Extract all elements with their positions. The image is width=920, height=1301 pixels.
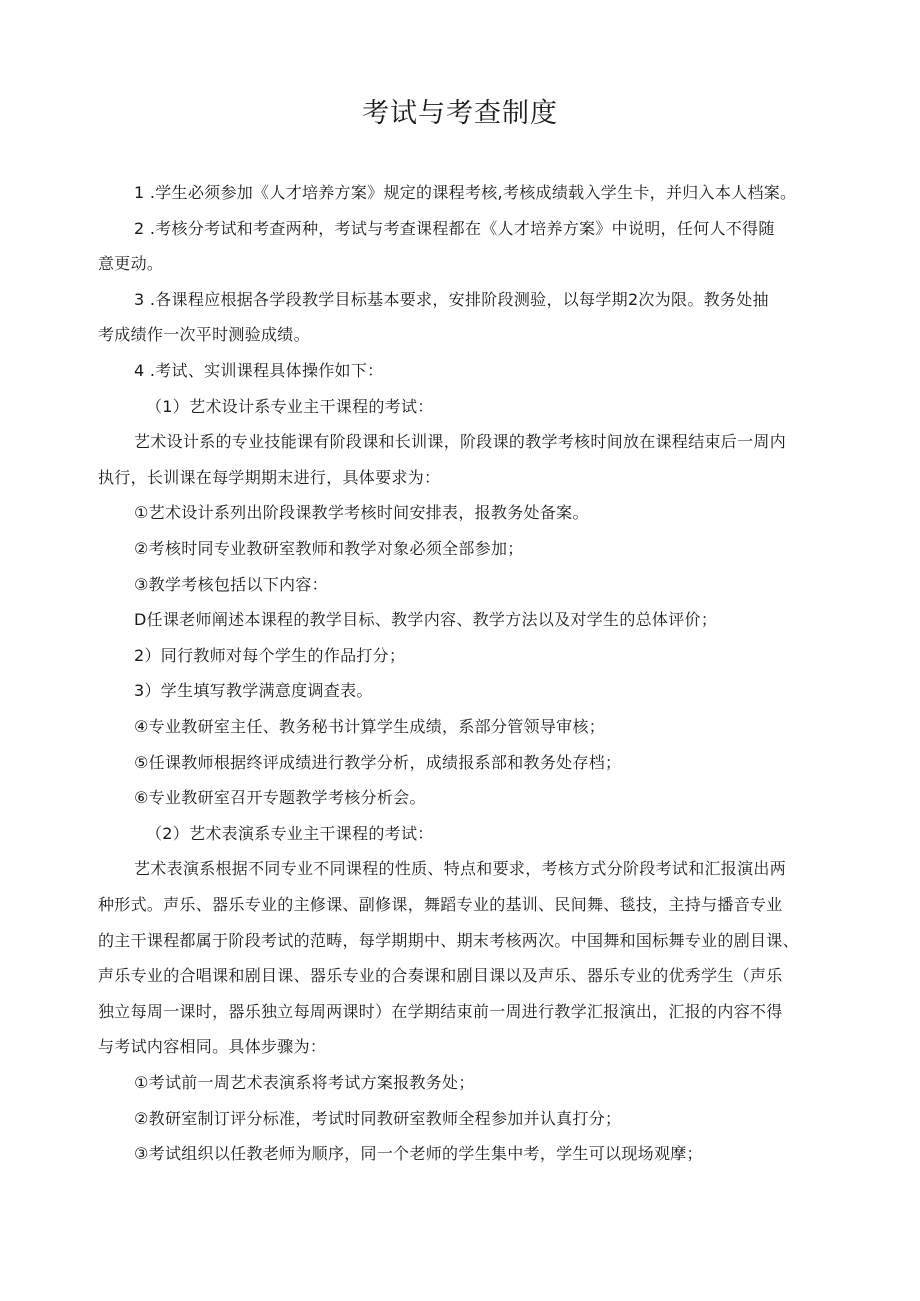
- section-2-intro-line-2: 种形式。声乐、器乐专业的主修课、副修课，舞蹈专业的基训、民间舞、毯技，主持与播音专业: [98, 895, 783, 914]
- section-1-item-3: ③教学考核包括以下内容：: [134, 575, 328, 594]
- section-2-intro-line-6: 与考试内容相同。具体步骤为：: [98, 1037, 327, 1056]
- section-1-subitem-2: 2）同行教师对每个学生的作品打分；: [134, 646, 406, 665]
- section-1-item-6: ⑥专业教研室召开专题教学考核分析会。: [134, 788, 426, 807]
- section-2-intro-line-4: 声乐专业的合唱课和剧目课、器乐专业的合奏课和剧目课以及声乐、器乐专业的优秀学生（声乐: [98, 966, 783, 985]
- section-1-subitem-3: 3）学生填写教学满意度调查表。: [134, 681, 373, 700]
- section-2-intro-line-3: 的主干课程都属于阶段考试的范畴，每学期期中、期末考核两次。中国舞和国标舞专业的剧目课、: [98, 931, 799, 950]
- section-2-item-2: ②教研室制订评分标准，考试时同教研室教师全程参加并认真打分；: [134, 1109, 622, 1128]
- paragraph-2-line-2: 意更动。: [98, 254, 164, 273]
- section-1-intro-line-2: 执行，长训课在每学期期末进行，具体要求为：: [98, 468, 441, 487]
- paragraph-1-line-1: 1 .学生必须参加《人才培养方案》规定的课程考核,考核成绩载入学生卡，并归入本人档案。: [134, 183, 797, 202]
- section-1-heading: （1）艺术设计系专业主干课程的考试：: [146, 397, 434, 416]
- paragraph-3-line-1: 3 .各课程应根据各学段教学目标基本要求，安排阶段测验，以每学期2次为限。教务处抽: [134, 290, 769, 309]
- document-title: 考试与考查制度: [362, 98, 558, 129]
- section-2-intro-line-1: 艺术表演系根据不同专业不同课程的性质、特点和要求，考核方式分阶段考试和汇报演出两: [134, 859, 787, 878]
- paragraph-3-line-2: 考成绩作一次平时测验成绩。: [98, 325, 310, 344]
- section-1-item-2: ②考核时同专业教研室教师和教学对象必须全部参加；: [134, 539, 524, 558]
- paragraph-2-line-1: 2 .考核分考试和考查两种，考试与考查课程都在《人才培养方案》中说明，任何人不得随: [134, 219, 775, 238]
- section-2-item-1: ①考试前一周艺术表演系将考试方案报教务处；: [134, 1073, 475, 1092]
- section-2-heading: （2）艺术表演系专业主干课程的考试：: [146, 824, 434, 843]
- section-2-item-3: ③考试组织以任教老师为顺序，同一个老师的学生集中考，学生可以现场观摩；: [134, 1144, 703, 1163]
- section-2-intro-line-5: 独立每周一课时，器乐独立每周两课时）在学期结束前一周进行教学汇报演出，汇报的内容不得: [98, 1002, 783, 1021]
- section-1-item-1: ①艺术设计系列出阶段课教学考核时间安排表，报教务处备案。: [134, 503, 589, 522]
- paragraph-4-heading: 4 .考试、实训课程具体操作如下：: [134, 361, 384, 380]
- section-1-intro-line-1: 艺术设计系的专业技能课有阶段课和长训课，阶段课的教学考核时间放在课程结束后一周内: [134, 432, 787, 451]
- section-1-item-5: ⑤任课教师根据终评成绩进行教学分析，成绩报系部和教务处存档；: [134, 753, 622, 772]
- section-1-subitem-1: D任课老师阐述本课程的教学目标、教学内容、教学方法以及对学生的总体评价；: [134, 610, 718, 629]
- section-1-item-4: ④专业教研室主任、教务秘书计算学生成绩，系部分管领导审核；: [134, 717, 606, 736]
